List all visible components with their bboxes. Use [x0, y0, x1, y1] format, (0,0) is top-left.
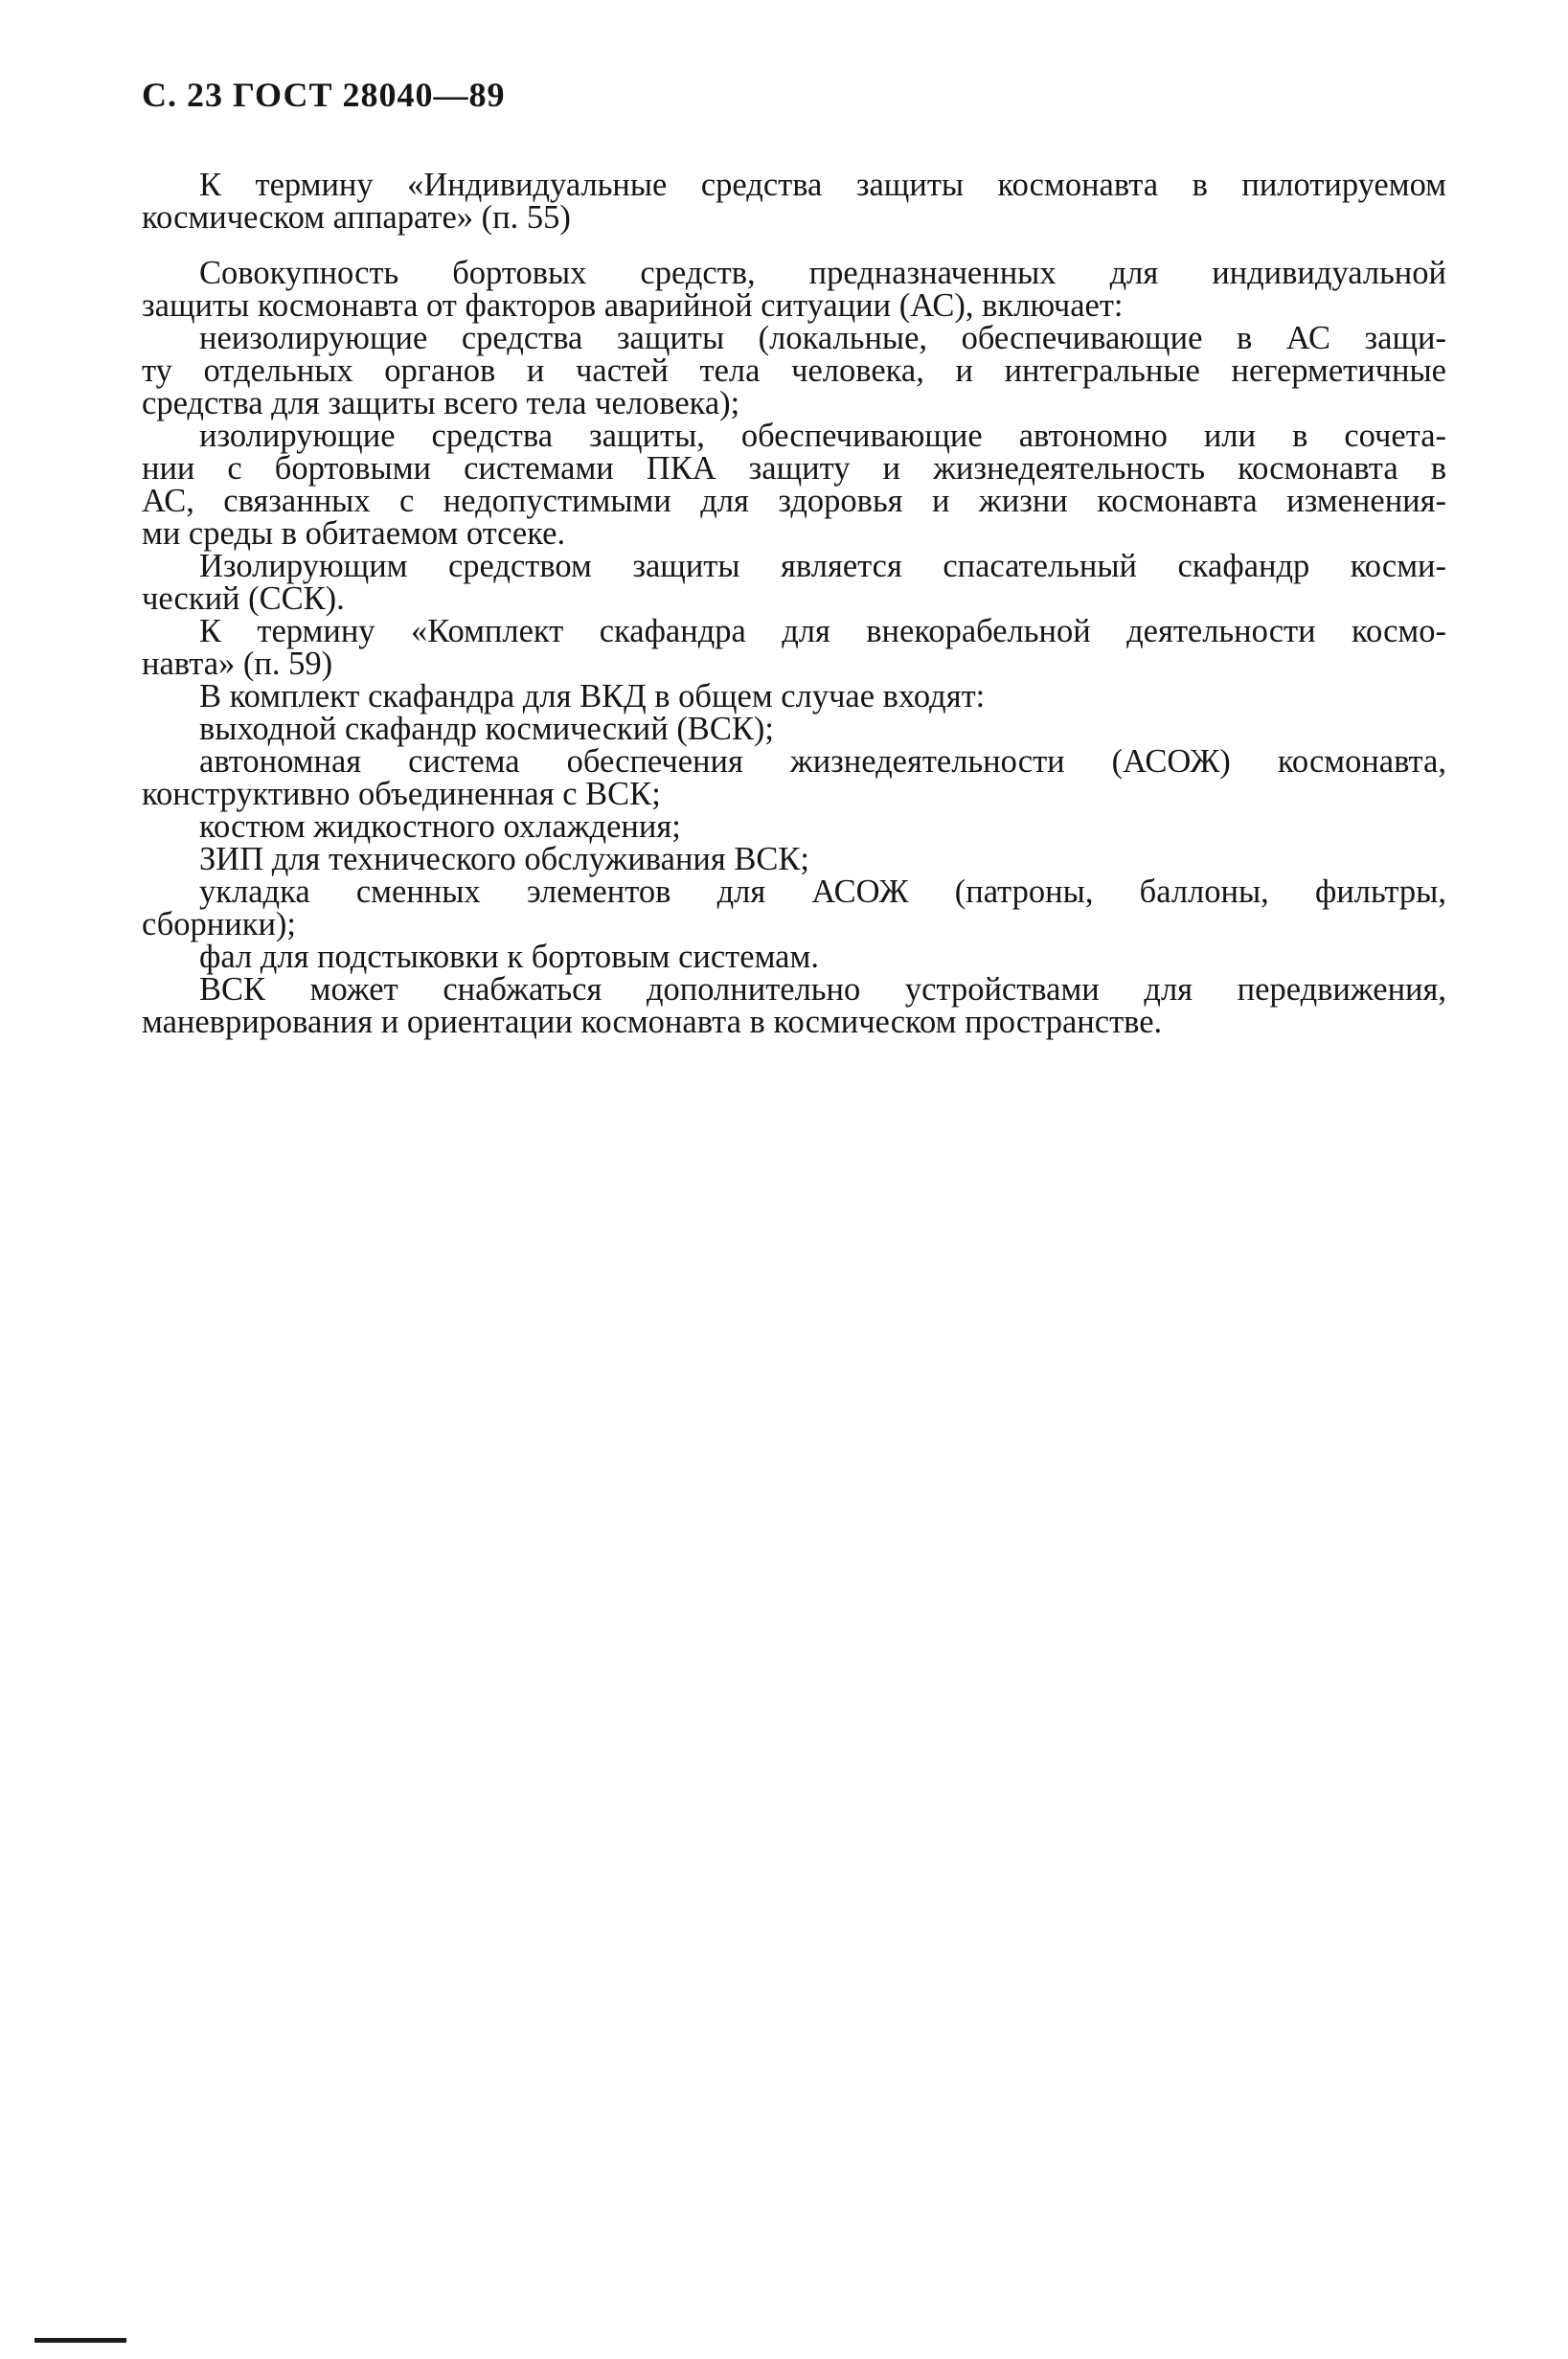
text-line: маневрирования и ориентации космонавта в космическом пространстве.: [142, 1004, 1163, 1040]
text-line: К термину «Индивидуальные средства защиты космонавта в пилотируемом: [199, 167, 1446, 203]
text-line: ческий (ССК).: [142, 580, 345, 617]
text-line: костюм жидкостного охлаждения;: [199, 808, 681, 845]
text-line: Изолирующим средством защиты является спасательный скафандр косми-: [199, 548, 1446, 584]
text-line: конструктивно объединенная с ВСК;: [142, 776, 661, 812]
text-line: АС, связанных с недопустимыми для здоровья и жизни космонавта изменения-: [142, 483, 1446, 519]
text-line: защиты космонавта от факторов аварийной ситуации (АС), включает:: [142, 287, 1124, 324]
text-line: ВСК может снабжаться дополнительно устройствами для передвижения,: [199, 971, 1446, 1008]
text-line: навта» (п. 59): [142, 646, 333, 682]
text-line: средства для защиты всего тела человека);: [142, 385, 740, 421]
footer-rule: [34, 2338, 126, 2343]
text-line: неизолирующие средства защиты (локальные, обеспечивающие в АС защи-: [199, 320, 1446, 356]
page-header: С. 23 ГОСТ 28040—89: [142, 76, 506, 114]
text-line: космическом аппарате» (п. 55): [142, 199, 571, 236]
text-line: ми среды в обитаемом отсеке.: [142, 515, 566, 552]
term-reference-55: [142, 167, 1446, 236]
text-line: укладка сменных элементов для АСОЖ (патроны, баллоны, фильтры,: [199, 873, 1446, 910]
text-line: В комплект скафандра для ВКД в общем случае входят:: [199, 678, 986, 715]
text-line: фал для подстыковки к бортовым системам.: [199, 939, 819, 975]
document-body: [142, 167, 1446, 1040]
text-line: сборники);: [142, 906, 297, 942]
text-line: ЗИП для технического обслуживания ВСК;: [199, 841, 809, 877]
text-line: К термину «Комплект скафандра для внекорабельной деятельности космо-: [199, 613, 1446, 649]
text-line: изолирующие средства защиты, обеспечивающие автономно или в сочета-: [199, 418, 1446, 454]
text-line: нии с бортовыми системами ПКА защиту и жизнедеятельность космонавта в: [142, 450, 1446, 487]
explanation-body: [142, 255, 1446, 1040]
text-line: Совокупность бортовых средств, предназначенных для индивидуальной: [199, 255, 1446, 291]
text-line: автономная система обеспечения жизнедеятельности (АСОЖ) космонавта,: [199, 743, 1446, 780]
text-line: выходной скафандр космический (ВСК);: [199, 711, 774, 747]
text-line: ту отдельных органов и частей тела человека, и интегральные негерметичные: [142, 352, 1446, 389]
